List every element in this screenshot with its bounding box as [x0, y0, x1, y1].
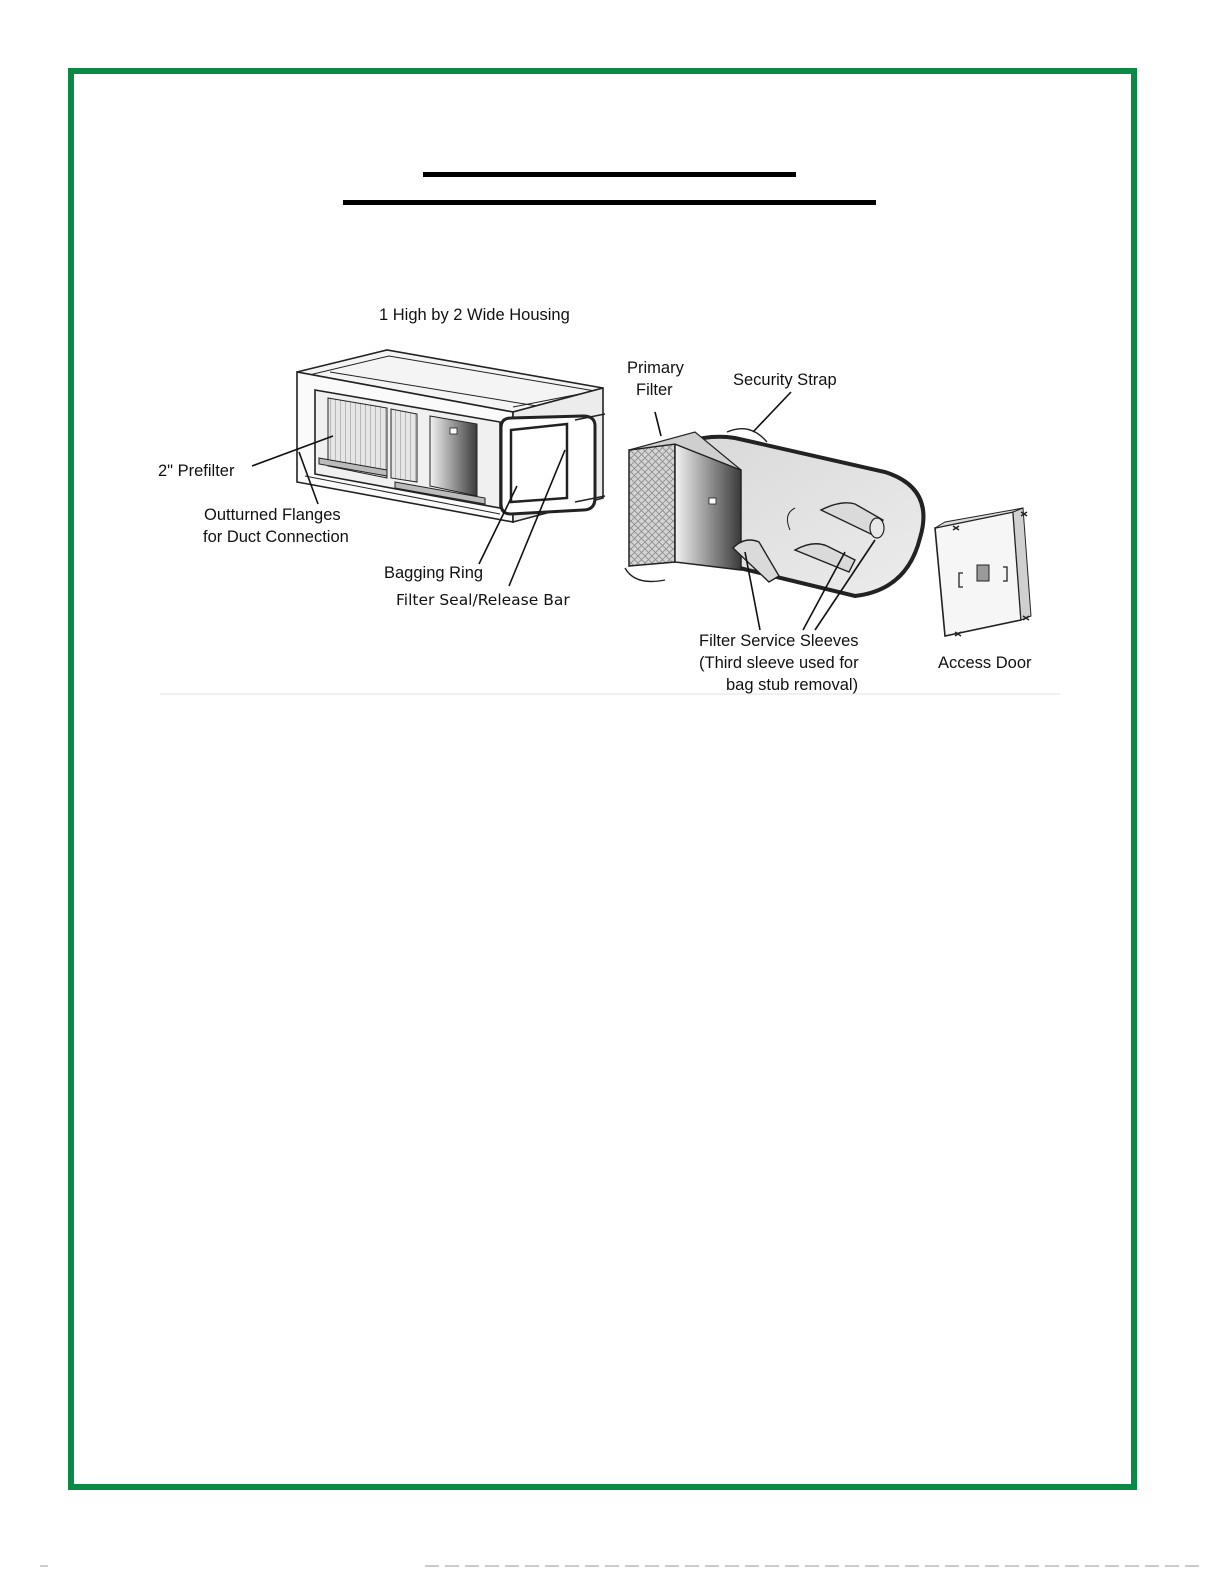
seal-bar-label: Filter Seal/Release Bar	[396, 591, 570, 609]
page-frame	[68, 68, 1137, 1490]
title-rule-top	[423, 172, 796, 177]
flanges-label-line1: Outturned Flanges	[204, 506, 341, 524]
sleeves-label-line2: (Third sleeve used for	[699, 654, 859, 672]
primary-filter-label-line2: Filter	[636, 381, 673, 399]
flanges-label-line2: for Duct Connection	[203, 528, 349, 546]
primary-filter-label-line1: Primary	[627, 359, 684, 377]
housing-illustration	[297, 350, 605, 522]
sleeves-label-line3: bag stub removal)	[726, 676, 859, 694]
title-rule-bottom	[343, 200, 876, 205]
access-door-illustration	[935, 508, 1031, 636]
bag-in-bag-out-diagram	[155, 290, 1065, 702]
footer-scan-marks	[0, 1565, 1225, 1567]
prefilter-label: 2" Prefilter	[158, 462, 235, 480]
bag-illustration	[625, 429, 923, 596]
housing-title-label: 1 High by 2 Wide Housing	[379, 306, 570, 324]
security-strap-label: Security Strap	[733, 371, 837, 389]
sleeves-label-line1: Filter Service Sleeves	[699, 632, 859, 650]
bagging-ring-label: Bagging Ring	[384, 564, 484, 582]
access-door-label: Access Door	[938, 654, 1032, 672]
